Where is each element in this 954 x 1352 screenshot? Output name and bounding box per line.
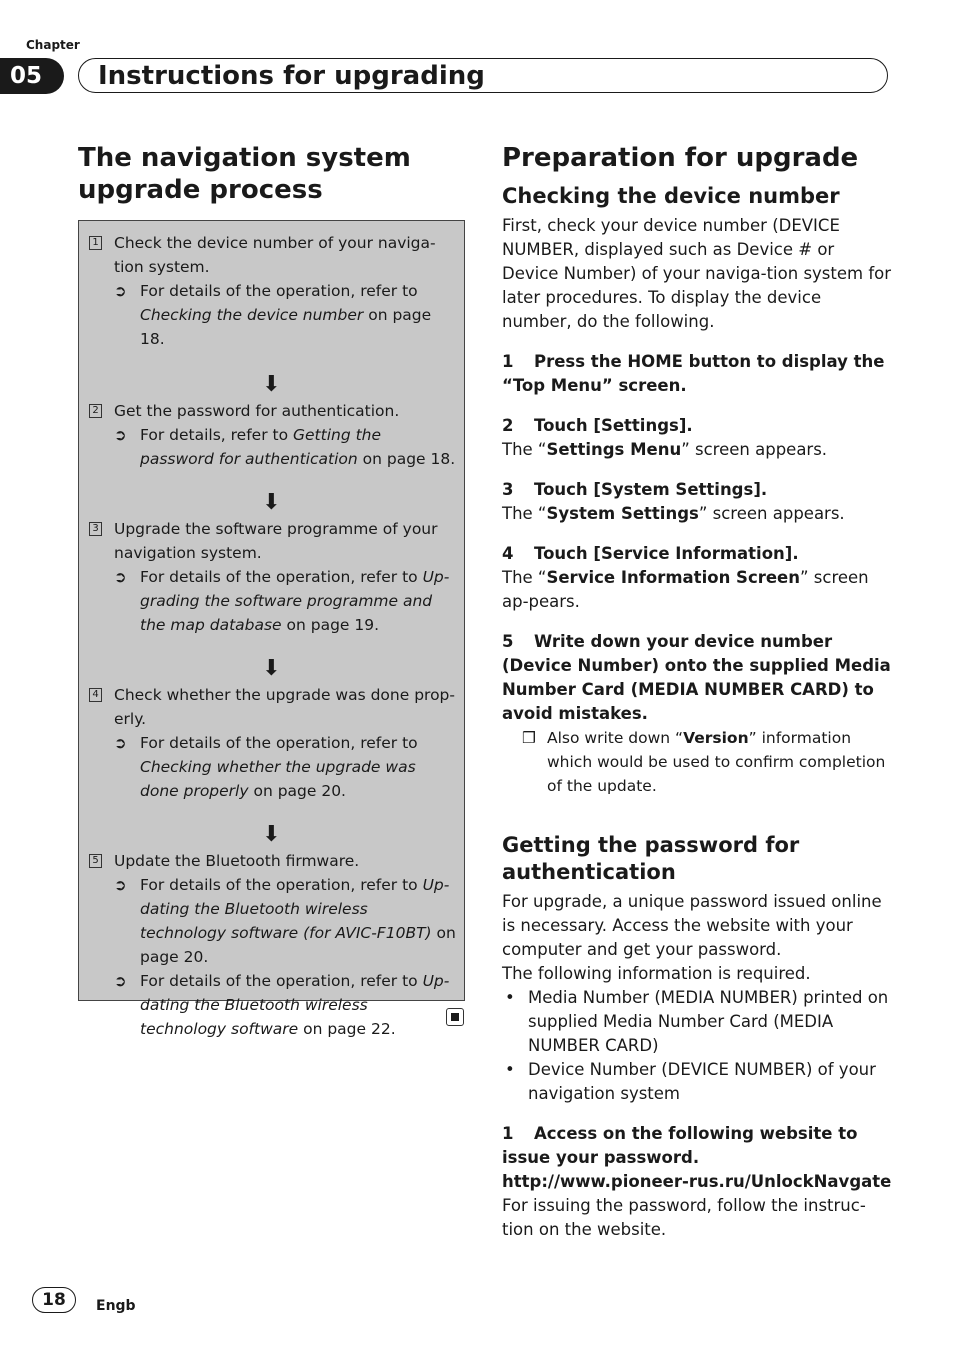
password-intro: For upgrade, a unique password issued online is necessary. Access the website with your computer and get your password.	[502, 892, 882, 959]
required-info-label: The following information is required.	[502, 964, 811, 983]
reference-link[interactable]: Up-grading the software programme and the map database	[140, 568, 450, 634]
note-checkbox-icon: ❒	[522, 729, 536, 747]
end-of-section-icon	[446, 1008, 464, 1026]
flow-step-2: 2 Get the password for authentication. ➲ For details, refer to Getting the password for authentication on page 18.	[87, 399, 456, 471]
version-note: ❒ Also write down “Version” information which would be used to confirm completion of the update.	[502, 726, 894, 798]
down-arrow-icon: ⬇	[262, 822, 281, 847]
reference-note: ➲ For details, refer to Getting the password for authentication on page 18.	[114, 423, 456, 471]
flow-step-3: 3 Upgrade the software programme of your navigation system. ➲ For details of the operation, refer to Up-grading the software programme and the map database on page 19.	[87, 517, 456, 637]
chapter-label: Chapter	[26, 38, 80, 52]
down-arrow-icon: ⬇	[262, 372, 281, 397]
right-column	[502, 142, 894, 1242]
step-number-box: 5	[89, 854, 102, 868]
chapter-number-tab: 05	[0, 58, 64, 94]
list-item: • Media Number (MEDIA NUMBER) printed on supplied Media Number Card (MEDIA NUMBER CARD)	[505, 988, 889, 1055]
page-number: 18	[32, 1287, 76, 1313]
flow-step-5: 5 Update the Bluetooth firmware. ➲ For details of the operation, refer to Up-dating the Bluetooth wireless technology software (for AVIC-F10BT) on page 20. ➲ For details of the operation, refer to Up-dating the Bluetooth wireless technology software on page 22.	[87, 849, 456, 1041]
subsection-heading-password: Getting the password for authentication	[502, 833, 800, 884]
reference-note: ➲ For details of the operation, refer to Up-dating the Bluetooth wireless technology software on page 22.	[114, 969, 456, 1041]
step-result-4: The “Service Information Screen” screen ap-pears.	[502, 568, 869, 611]
step-heading-4: 4 Touch [Service Information].	[502, 544, 799, 563]
step-heading-3: 3 Touch [System Settings].	[502, 480, 768, 499]
reference-link[interactable]: Up-dating the Bluetooth wireless technology software (for AVIC-F10BT)	[140, 876, 450, 942]
password-step-heading-1: 1 Access on the following website to issue your password.	[502, 1124, 858, 1167]
section-title-upgrade-process: The navigation system upgrade process	[78, 143, 411, 205]
step-heading-1: 1 Press the HOME button to display the “Top Menu” screen.	[502, 352, 885, 395]
down-arrow-icon: ⬇	[262, 490, 281, 515]
reference-note: ➲ For details of the operation, refer to Up-grading the software programme and the map database on page 19.	[114, 565, 456, 637]
step-heading-5: 5 Write down your device number (Device Number) onto the supplied Media Number Card (MEDIA NUMBER CARD) to avoid mistakes.	[502, 632, 891, 723]
bullet-icon: •	[505, 988, 515, 1007]
step-heading-2: 2 Touch [Settings].	[502, 416, 693, 435]
step-number-box: 4	[89, 688, 102, 702]
reference-arrow-icon: ➲	[114, 734, 127, 752]
step-number-box: 3	[89, 522, 102, 536]
left-column	[78, 142, 466, 1038]
flow-step-4: 4 Check whether the upgrade was done prop-erly. ➲ For details of the operation, refer to Checking whether the upgrade was done properly on page 20.	[87, 683, 456, 803]
reference-link[interactable]: Checking whether the upgrade was done properly	[140, 758, 416, 800]
bullet-icon: •	[505, 1060, 515, 1079]
flow-step-1: 1 Check the device number of your naviga-tion system. ➲ For details of the operation, refer to Checking the device number on page 18.	[87, 231, 456, 351]
reference-arrow-icon: ➲	[114, 568, 127, 586]
step-number-box: 2	[89, 404, 102, 418]
step-result-2: The “Settings Menu” screen appears.	[502, 440, 828, 459]
reference-note: ➲ For details of the operation, refer to Checking the device number on page 18.	[114, 279, 456, 351]
down-arrow-icon: ⬇	[262, 656, 281, 681]
reference-arrow-icon: ➲	[114, 282, 127, 300]
reference-note: ➲ For details of the operation, refer to Up-dating the Bluetooth wireless technology software (for AVIC-F10BT) on page 20.	[114, 873, 456, 969]
reference-arrow-icon: ➲	[114, 426, 127, 444]
unlock-website-link[interactable]: http://www.pioneer-rus.ru/UnlockNavgate	[502, 1172, 892, 1191]
subsection-heading-device-number: Checking the device number	[502, 184, 840, 208]
step-number-box: 1	[89, 236, 102, 250]
reference-link[interactable]: Checking the device number	[140, 306, 364, 324]
password-outro: For issuing the password, follow the instruc-tion on the website.	[502, 1196, 866, 1239]
reference-note: ➲ For details of the operation, refer to Checking whether the upgrade was done properly on page 20.	[114, 731, 456, 803]
reference-link[interactable]: Getting the password for authentication	[140, 426, 382, 468]
list-item: • Device Number (DEVICE NUMBER) of your navigation system	[505, 1060, 876, 1103]
reference-link[interactable]: Up-dating the Bluetooth wireless technology software	[140, 972, 450, 1038]
chapter-title: Instructions for upgrading	[98, 61, 485, 91]
section-title-preparation: Preparation for upgrade	[502, 143, 859, 173]
reference-arrow-icon: ➲	[114, 876, 127, 894]
language-code: Engb	[96, 1298, 136, 1314]
reference-arrow-icon: ➲	[114, 972, 127, 990]
upgrade-flow-box	[78, 220, 465, 1038]
device-number-intro: First, check your device number (DEVICE NUMBER, displayed such as Device # or Device Number) of your naviga-tion system for later procedures. To display the device number, do the following.	[502, 216, 892, 331]
step-result-3: The “System Settings” screen appears.	[502, 504, 845, 523]
